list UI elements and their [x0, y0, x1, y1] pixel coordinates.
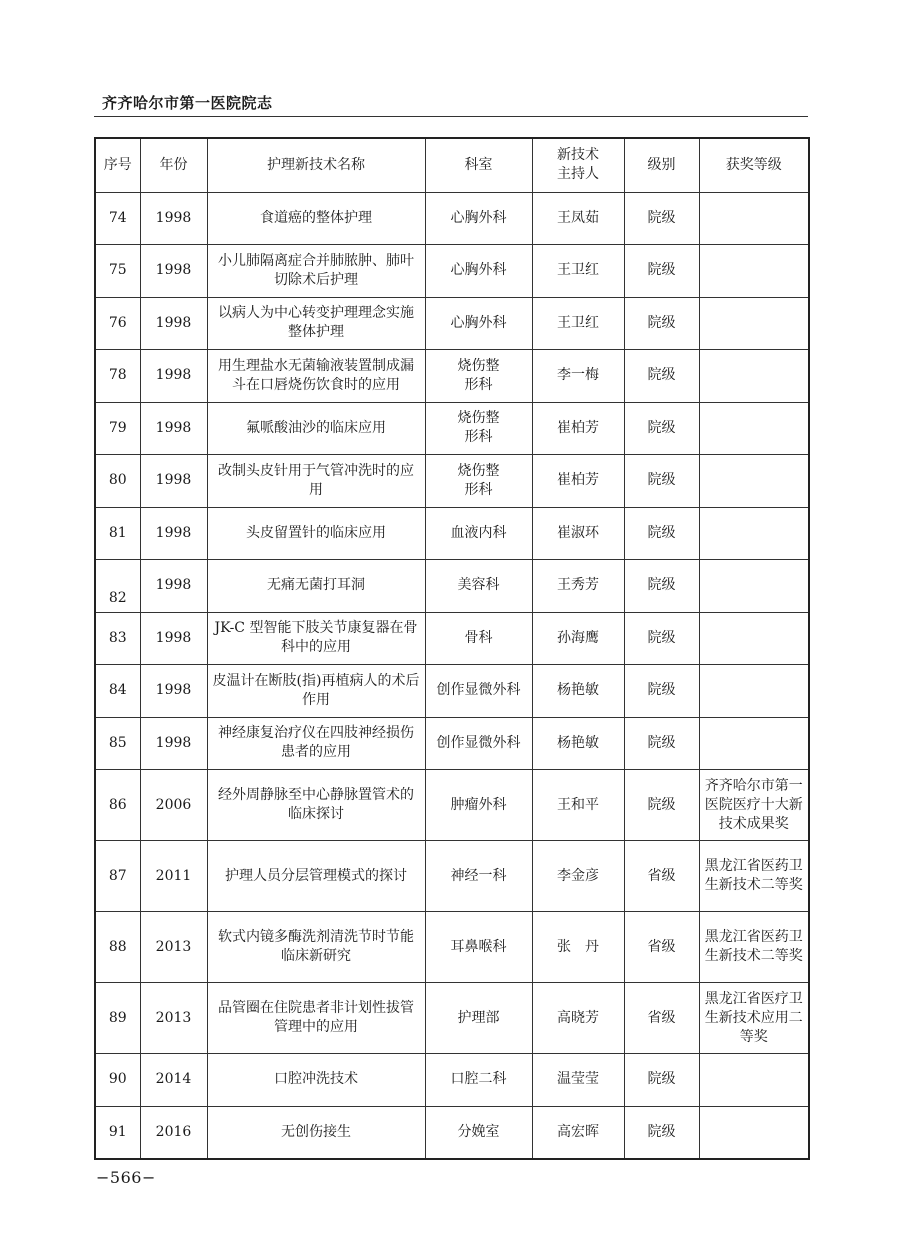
cell-year: 2016 — [140, 1106, 207, 1159]
cell-award — [699, 350, 809, 403]
cell-department: 神经一科 — [425, 841, 532, 912]
cell-award — [699, 192, 809, 245]
cell-level: 院级 — [624, 507, 699, 560]
cell-level: 省级 — [624, 983, 699, 1054]
table-row — [95, 402, 809, 455]
cell-seq: 84 — [95, 665, 140, 718]
table-row — [95, 612, 809, 665]
cell-host: 崔柏芳 — [532, 402, 624, 455]
cell-host: 王凤茹 — [532, 192, 624, 245]
cell-department: 分娩室 — [425, 1106, 532, 1159]
cell-year: 1998 — [140, 560, 207, 613]
cell-seq: 90 — [95, 1054, 140, 1107]
cell-award: 齐齐哈尔市第一医院医疗十大新技术成果奖 — [699, 770, 809, 841]
cell-level: 院级 — [624, 770, 699, 841]
col-header-level: 级别 — [624, 138, 699, 192]
cell-host: 高晓芳 — [532, 983, 624, 1054]
cell-department: 创作显微外科 — [425, 717, 532, 770]
cell-host: 李一梅 — [532, 350, 624, 403]
cell-department: 烧伤整 形科 — [425, 350, 532, 403]
col-header-award: 获奖等级 — [699, 138, 809, 192]
cell-award — [699, 1106, 809, 1159]
cell-seq: 88 — [95, 912, 140, 983]
cell-tech-name: 无创伤接生 — [207, 1106, 425, 1159]
cell-award: 黑龙江省医药卫生新技术二等奖 — [699, 841, 809, 912]
cell-department: 心胸外科 — [425, 297, 532, 350]
cell-host: 王和平 — [532, 770, 624, 841]
cell-department: 心胸外科 — [425, 245, 532, 298]
cell-level: 院级 — [624, 402, 699, 455]
cell-level: 院级 — [624, 350, 699, 403]
cell-seq: 74 — [95, 192, 140, 245]
cell-tech-name: 头皮留置针的临床应用 — [207, 507, 425, 560]
cell-seq: 89 — [95, 983, 140, 1054]
cell-level: 院级 — [624, 192, 699, 245]
cell-year: 1998 — [140, 717, 207, 770]
cell-seq: 87 — [95, 841, 140, 912]
table-header-row — [95, 138, 809, 192]
nursing-technology-table — [94, 137, 810, 1160]
cell-department: 骨科 — [425, 612, 532, 665]
cell-year: 2013 — [140, 983, 207, 1054]
page-number: −566− — [96, 1168, 156, 1187]
cell-tech-name: 神经康复治疗仪在四肢神经损伤患者的应用 — [207, 717, 425, 770]
cell-year: 1998 — [140, 455, 207, 508]
cell-year: 1998 — [140, 245, 207, 298]
cell-department: 肿瘤外科 — [425, 770, 532, 841]
cell-seq: 91 — [95, 1106, 140, 1159]
table-row — [95, 1106, 809, 1159]
cell-tech-name: 口腔冲洗技术 — [207, 1054, 425, 1107]
cell-seq: 86 — [95, 770, 140, 841]
cell-seq: 82 — [95, 560, 140, 613]
cell-year: 1998 — [140, 612, 207, 665]
cell-tech-name: 皮温计在断肢(指)再植病人的术后作用 — [207, 665, 425, 718]
cell-host: 王卫红 — [532, 245, 624, 298]
cell-department: 烧伤整 形科 — [425, 402, 532, 455]
cell-award — [699, 717, 809, 770]
table-row — [95, 350, 809, 403]
cell-department: 护理部 — [425, 983, 532, 1054]
cell-seq: 78 — [95, 350, 140, 403]
cell-year: 2011 — [140, 841, 207, 912]
cell-award — [699, 612, 809, 665]
table-row — [95, 297, 809, 350]
cell-year: 1998 — [140, 665, 207, 718]
cell-host: 杨艳敏 — [532, 665, 624, 718]
cell-department: 美容科 — [425, 560, 532, 613]
cell-year: 1998 — [140, 192, 207, 245]
cell-level: 院级 — [624, 612, 699, 665]
cell-level: 院级 — [624, 297, 699, 350]
cell-seq: 75 — [95, 245, 140, 298]
cell-year: 1998 — [140, 297, 207, 350]
cell-host: 王卫红 — [532, 297, 624, 350]
cell-year: 1998 — [140, 507, 207, 560]
cell-department: 口腔二科 — [425, 1054, 532, 1107]
cell-seq: 80 — [95, 455, 140, 508]
cell-seq: 83 — [95, 612, 140, 665]
table-row — [95, 983, 809, 1054]
cell-level: 院级 — [624, 717, 699, 770]
cell-level: 院级 — [624, 560, 699, 613]
table-row — [95, 560, 809, 613]
cell-host: 温莹莹 — [532, 1054, 624, 1107]
running-head-title: 齐齐哈尔市第一医院院志 — [102, 94, 273, 112]
cell-tech-name: 以病人为中心转变护理理念实施整体护理 — [207, 297, 425, 350]
table-row — [95, 1054, 809, 1107]
cell-host: 崔柏芳 — [532, 455, 624, 508]
table-row — [95, 717, 809, 770]
table-row — [95, 245, 809, 298]
table-row — [95, 770, 809, 841]
col-header-year: 年份 — [140, 138, 207, 192]
cell-department: 血液内科 — [425, 507, 532, 560]
table-row — [95, 841, 809, 912]
cell-level: 院级 — [624, 245, 699, 298]
cell-department: 烧伤整 形科 — [425, 455, 532, 508]
cell-award — [699, 297, 809, 350]
cell-level: 院级 — [624, 455, 699, 508]
table-row — [95, 192, 809, 245]
cell-award: 黑龙江省医药卫生新技术二等奖 — [699, 912, 809, 983]
cell-award: 黑龙江省医疗卫生新技术应用二等奖 — [699, 983, 809, 1054]
cell-department: 心胸外科 — [425, 192, 532, 245]
header-rule — [94, 116, 808, 117]
cell-tech-name: 软式内镜多酶洗剂清洗节时节能临床新研究 — [207, 912, 425, 983]
cell-tech-name: 无痛无菌打耳洞 — [207, 560, 425, 613]
col-header-name: 护理新技术名称 — [207, 138, 425, 192]
cell-tech-name: 食道癌的整体护理 — [207, 192, 425, 245]
cell-award — [699, 560, 809, 613]
cell-year: 1998 — [140, 350, 207, 403]
cell-level: 省级 — [624, 912, 699, 983]
table-row — [95, 665, 809, 718]
table-row — [95, 912, 809, 983]
cell-year: 2013 — [140, 912, 207, 983]
col-header-dept: 科室 — [425, 138, 532, 192]
cell-tech-name: 改制头皮针用于气管冲洗时的应用 — [207, 455, 425, 508]
cell-award — [699, 245, 809, 298]
cell-award — [699, 1054, 809, 1107]
col-header-host: 新技术 主持人 — [532, 138, 624, 192]
cell-year: 1998 — [140, 402, 207, 455]
cell-host: 王秀芳 — [532, 560, 624, 613]
cell-level: 院级 — [624, 1054, 699, 1107]
cell-host: 杨艳敏 — [532, 717, 624, 770]
cell-seq: 76 — [95, 297, 140, 350]
cell-award — [699, 455, 809, 508]
cell-host: 高宏晖 — [532, 1106, 624, 1159]
cell-level: 省级 — [624, 841, 699, 912]
cell-tech-name: 护理人员分层管理模式的探讨 — [207, 841, 425, 912]
table-row — [95, 455, 809, 508]
cell-level: 院级 — [624, 1106, 699, 1159]
cell-host: 孙海鹰 — [532, 612, 624, 665]
cell-tech-name: 经外周静脉至中心静脉置管术的临床探讨 — [207, 770, 425, 841]
cell-tech-name: 品管圈在住院患者非计划性拔管管理中的应用 — [207, 983, 425, 1054]
cell-year: 2014 — [140, 1054, 207, 1107]
cell-tech-name: JK-C 型智能下肢关节康复器在骨科中的应用 — [207, 612, 425, 665]
cell-award — [699, 507, 809, 560]
cell-seq: 81 — [95, 507, 140, 560]
cell-tech-name: 小儿肺隔离症合并肺脓肿、肺叶切除术后护理 — [207, 245, 425, 298]
col-header-seq: 序号 — [95, 138, 140, 192]
cell-host: 张 丹 — [532, 912, 624, 983]
cell-level: 院级 — [624, 665, 699, 718]
cell-department: 耳鼻喉科 — [425, 912, 532, 983]
cell-tech-name: 氟哌酸油沙的临床应用 — [207, 402, 425, 455]
cell-tech-name: 用生理盐水无菌输液装置制成漏斗在口唇烧伤饮食时的应用 — [207, 350, 425, 403]
cell-department: 创作显微外科 — [425, 665, 532, 718]
table-row — [95, 507, 809, 560]
cell-award — [699, 402, 809, 455]
cell-seq: 79 — [95, 402, 140, 455]
cell-host: 李金彦 — [532, 841, 624, 912]
cell-host: 崔淑环 — [532, 507, 624, 560]
cell-seq: 85 — [95, 717, 140, 770]
cell-award — [699, 665, 809, 718]
cell-year: 2006 — [140, 770, 207, 841]
